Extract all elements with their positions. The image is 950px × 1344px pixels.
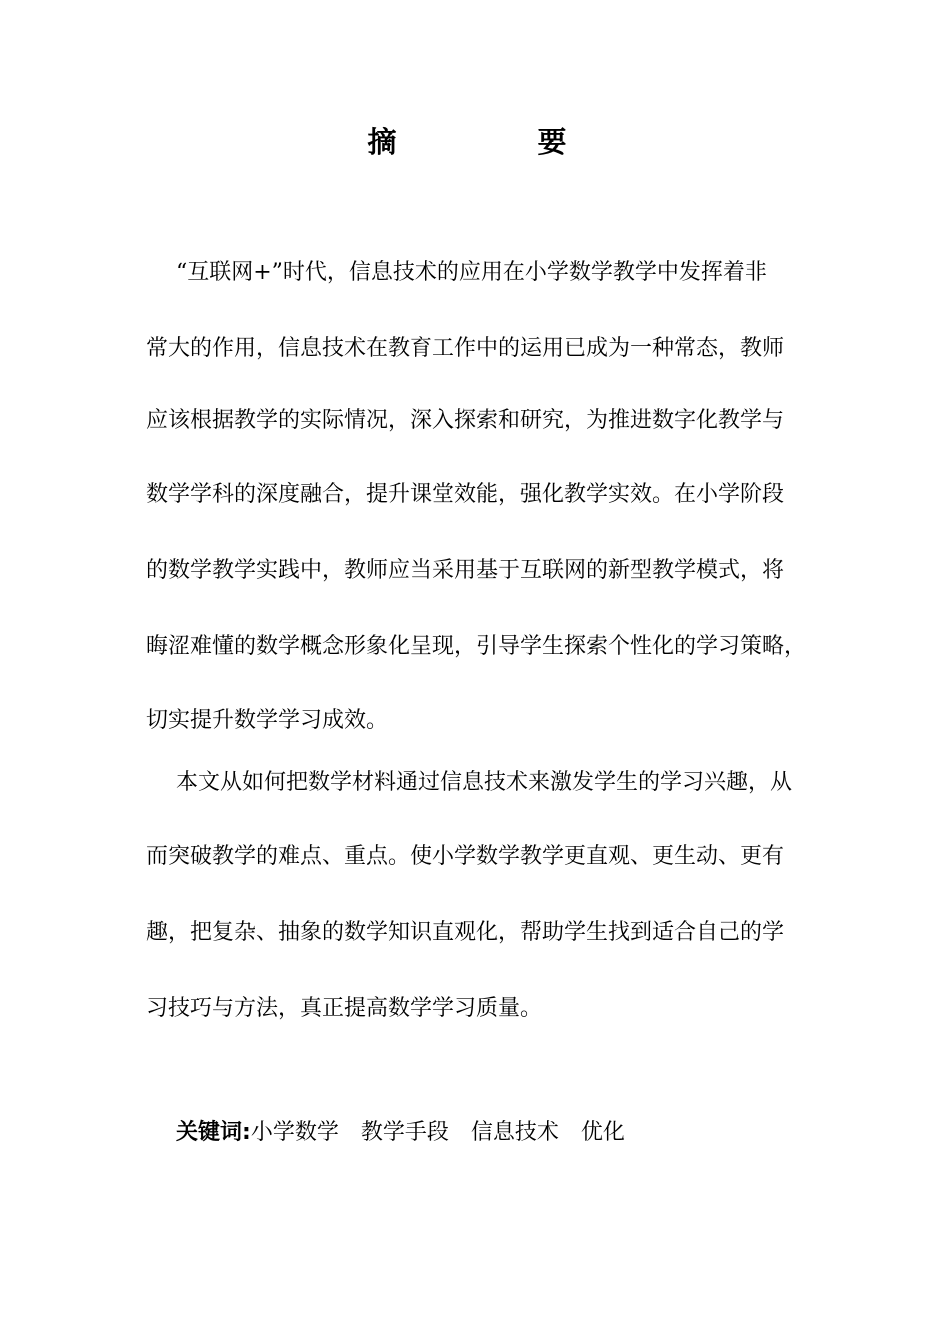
paragraph-1-line-3: 应该根据教学的实际情况，深入探索和研究，为推进数字化教学与 <box>146 408 785 433</box>
paragraph-1-line-5: 的数学教学实践中，教师应当采用基于互联网的新型教学模式，将 <box>146 558 785 583</box>
paragraph-1-line-6: 晦涩难懂的数学概念形象化呈现，引导学生探索个性化的学习策略， <box>146 634 807 659</box>
paragraph-2-line-3: 趣，把复杂、抽象的数学知识直观化，帮助学生找到适合自己的学 <box>146 920 785 945</box>
paragraph-1-line-2: 常大的作用，信息技术在教育工作中的运用已成为一种常态，教师 <box>146 336 785 361</box>
keywords-line <box>176 1118 625 1148</box>
paragraph-1-line-1: “互联网+”时代，信息技术的应用在小学数学教学中发挥着非 <box>176 260 767 285</box>
paragraph-1-line-4: 数学学科的深度融合，提升课堂效能，强化教学实效。在小学阶段 <box>146 482 785 507</box>
keyword-item: 信息技术 <box>470 1120 559 1145</box>
keyword-item: 优化 <box>580 1120 625 1145</box>
page-title: 摘 要 <box>367 125 623 159</box>
paragraph-2-line-4: 习技巧与方法，真正提高数学学习质量。 <box>146 996 543 1021</box>
keyword-item: 小学数学 <box>250 1120 339 1145</box>
paragraph-1-line-7: 切实提升数学学习成效。 <box>146 708 389 733</box>
paragraph-2-line-2: 而突破教学的难点、重点。使小学数学教学更直观、更生动、更有 <box>146 844 785 869</box>
paragraph-2-line-1: 本文从如何把数学材料通过信息技术来激发学生的学习兴趣，从 <box>176 770 793 795</box>
keywords-label: 关键词: <box>176 1120 251 1145</box>
keyword-item: 教学手段 <box>360 1120 449 1145</box>
